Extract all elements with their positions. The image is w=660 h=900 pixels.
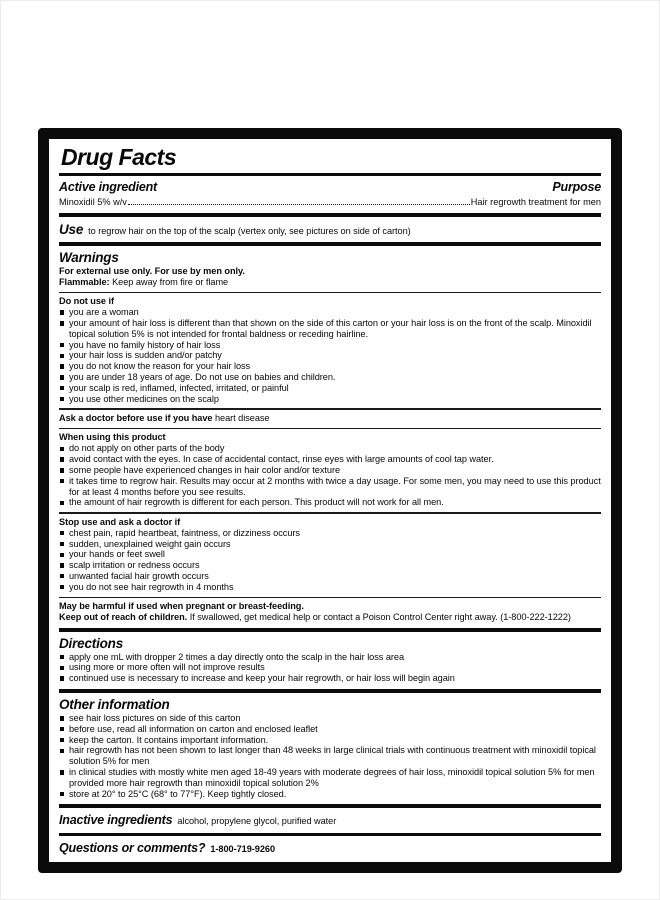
divider	[59, 428, 601, 430]
other-information-bullet: before use, read all information on carton and enclosed leaflet	[59, 724, 601, 735]
flammable-text: Keep away from fire or flame	[112, 276, 229, 287]
stop-use-bullet: your hands or feet swell	[59, 549, 601, 560]
divider	[59, 173, 601, 176]
do-not-use-bullet: you are a woman	[59, 307, 601, 318]
purpose-value: Hair regrowth treatment for men	[470, 197, 601, 207]
warnings-section	[59, 249, 601, 290]
other-information-bullet: hair regrowth has not been shown to last longer than 48 weeks in large clinical trials with continuous treatment with minoxidil topical solution 5% for men	[59, 745, 601, 767]
flammable-label: Flammable:	[59, 276, 110, 287]
directions-bullet: continued use is necessary to increase and keep your hair regrowth, or hair loss will begin again	[59, 673, 601, 684]
other-information-bullet: keep the carton. It contains important information.	[59, 735, 601, 746]
do-not-use-bullet: you have no family history of hair loss	[59, 340, 601, 351]
divider	[59, 689, 601, 693]
when-using-bullet: do not apply on other parts of the body	[59, 443, 601, 454]
keep-out-of-reach-text: If swallowed, get medical help or contact a Poison Control Center right away. (1-800-222-1222)	[189, 611, 571, 622]
stop-use-heading: Stop use and ask a doctor if	[59, 516, 181, 527]
use-text: to regrow hair on the top of the scalp (vertex only, see pictures on side of carton)	[88, 226, 411, 236]
harmful-line1: May be harmful if used when pregnant or breast-feeding.	[59, 601, 304, 612]
divider	[59, 804, 601, 808]
stop-use-bullet: you do not see hair regrowth in 4 months	[59, 582, 601, 593]
other-information-heading: Other information	[59, 697, 170, 713]
ask-doctor-lead: Ask a doctor before use if you have	[59, 412, 213, 423]
other-information-section	[59, 696, 601, 801]
directions-section	[59, 635, 601, 686]
keep-out-of-reach-lead: Keep out of reach of children.	[59, 611, 188, 622]
do-not-use-bullet: your scalp is red, inflamed, infected, irritated, or painful	[59, 383, 601, 394]
when-using-heading: When using this product	[59, 432, 166, 443]
do-not-use-bullet: your hair loss is sudden and/or patchy	[59, 350, 601, 361]
use-section	[59, 220, 601, 239]
other-information-bullet: see hair loss pictures on side of this carton	[59, 713, 601, 724]
when-using-bullet: some people have experienced changes in hair color and/or texture	[59, 465, 601, 476]
directions-bullet: apply one mL with dropper 2 times a day directly onto the scalp in the hair loss area	[59, 652, 601, 663]
stop-use-section	[59, 516, 601, 595]
questions-phone: 1-800-719-9260	[210, 844, 276, 855]
stop-use-bullet: sudden, unexplained weight gain occurs	[59, 539, 601, 550]
do-not-use-bullet: your amount of hair loss is different than that shown on the side of this carton or your hair loss is on the front of the scalp. Minoxidil topical solution 5% is not intended for frontal baldness or receding hairline.	[59, 318, 601, 340]
divider	[59, 242, 601, 246]
divider	[59, 628, 601, 632]
when-using-bullet: avoid contact with the eyes. In case of accidental contact, rinse eyes with large amounts of cool tap water.	[59, 454, 601, 465]
when-using-section	[59, 431, 601, 510]
directions-bullet: using more or more often will not improve results	[59, 662, 601, 673]
inactive-ingredients-heading: Inactive ingredients	[59, 813, 173, 828]
ask-doctor-section	[59, 412, 601, 426]
when-using-bullet: it takes time to regrow hair. Results may occur at 2 months with twice a day usage. For some men, you may need to use this product for at least 4 months before you see results.	[59, 476, 601, 498]
divider	[59, 597, 601, 599]
inactive-ingredients-text: alcohol, propylene glycol, purified water	[177, 816, 337, 827]
questions-heading: Questions or comments?	[59, 841, 206, 856]
do-not-use-heading: Do not use if	[59, 296, 114, 307]
divider	[59, 292, 601, 294]
harmful-section	[59, 600, 601, 625]
active-ingredient-name: Minoxidil 5% w/v	[59, 197, 127, 207]
inactive-ingredients-section	[59, 811, 601, 830]
drug-facts-title: Drug Facts	[61, 144, 177, 170]
dotted-leader	[128, 204, 470, 205]
active-ingredient-section	[59, 179, 601, 210]
drug-facts-label	[38, 128, 622, 873]
do-not-use-bullet: you do not know the reason for your hair loss	[59, 361, 601, 372]
do-not-use-section	[59, 295, 601, 406]
purpose-heading: Purpose	[552, 180, 601, 194]
warnings-heading: Warnings	[59, 250, 119, 265]
do-not-use-bullet: you use other medicines on the scalp	[59, 394, 601, 405]
divider	[59, 408, 601, 410]
stop-use-bullet: chest pain, rapid heartbeat, faintness, or dizziness occurs	[59, 528, 601, 539]
ask-doctor-condition: heart disease	[214, 412, 270, 423]
use-heading: Use	[59, 222, 84, 237]
divider	[59, 512, 601, 514]
stop-use-bullet: scalp irritation or redness occurs	[59, 560, 601, 571]
external-use-text: For external use only. For use by men only.	[59, 266, 245, 276]
divider	[59, 213, 601, 217]
stop-use-bullet: unwanted facial hair growth occurs	[59, 571, 601, 582]
questions-section	[59, 839, 601, 858]
directions-heading: Directions	[59, 635, 124, 651]
other-information-bullet: store at 20° to 25°C (68° to 77°F). Keep tightly closed.	[59, 789, 601, 800]
when-using-bullet: the amount of hair regrowth is different for each person. This product will not work for all men.	[59, 497, 601, 508]
divider	[59, 833, 601, 836]
active-ingredient-heading: Active ingredient	[59, 180, 158, 194]
other-information-bullet: in clinical studies with mostly white men aged 18-49 years with moderate degrees of hair loss, minoxidil topical solution 5% for men provided more hair regrowth than minoxidil topical solution 2%	[59, 767, 601, 789]
do-not-use-bullet: you are under 18 years of age. Do not use on babies and children.	[59, 372, 601, 383]
